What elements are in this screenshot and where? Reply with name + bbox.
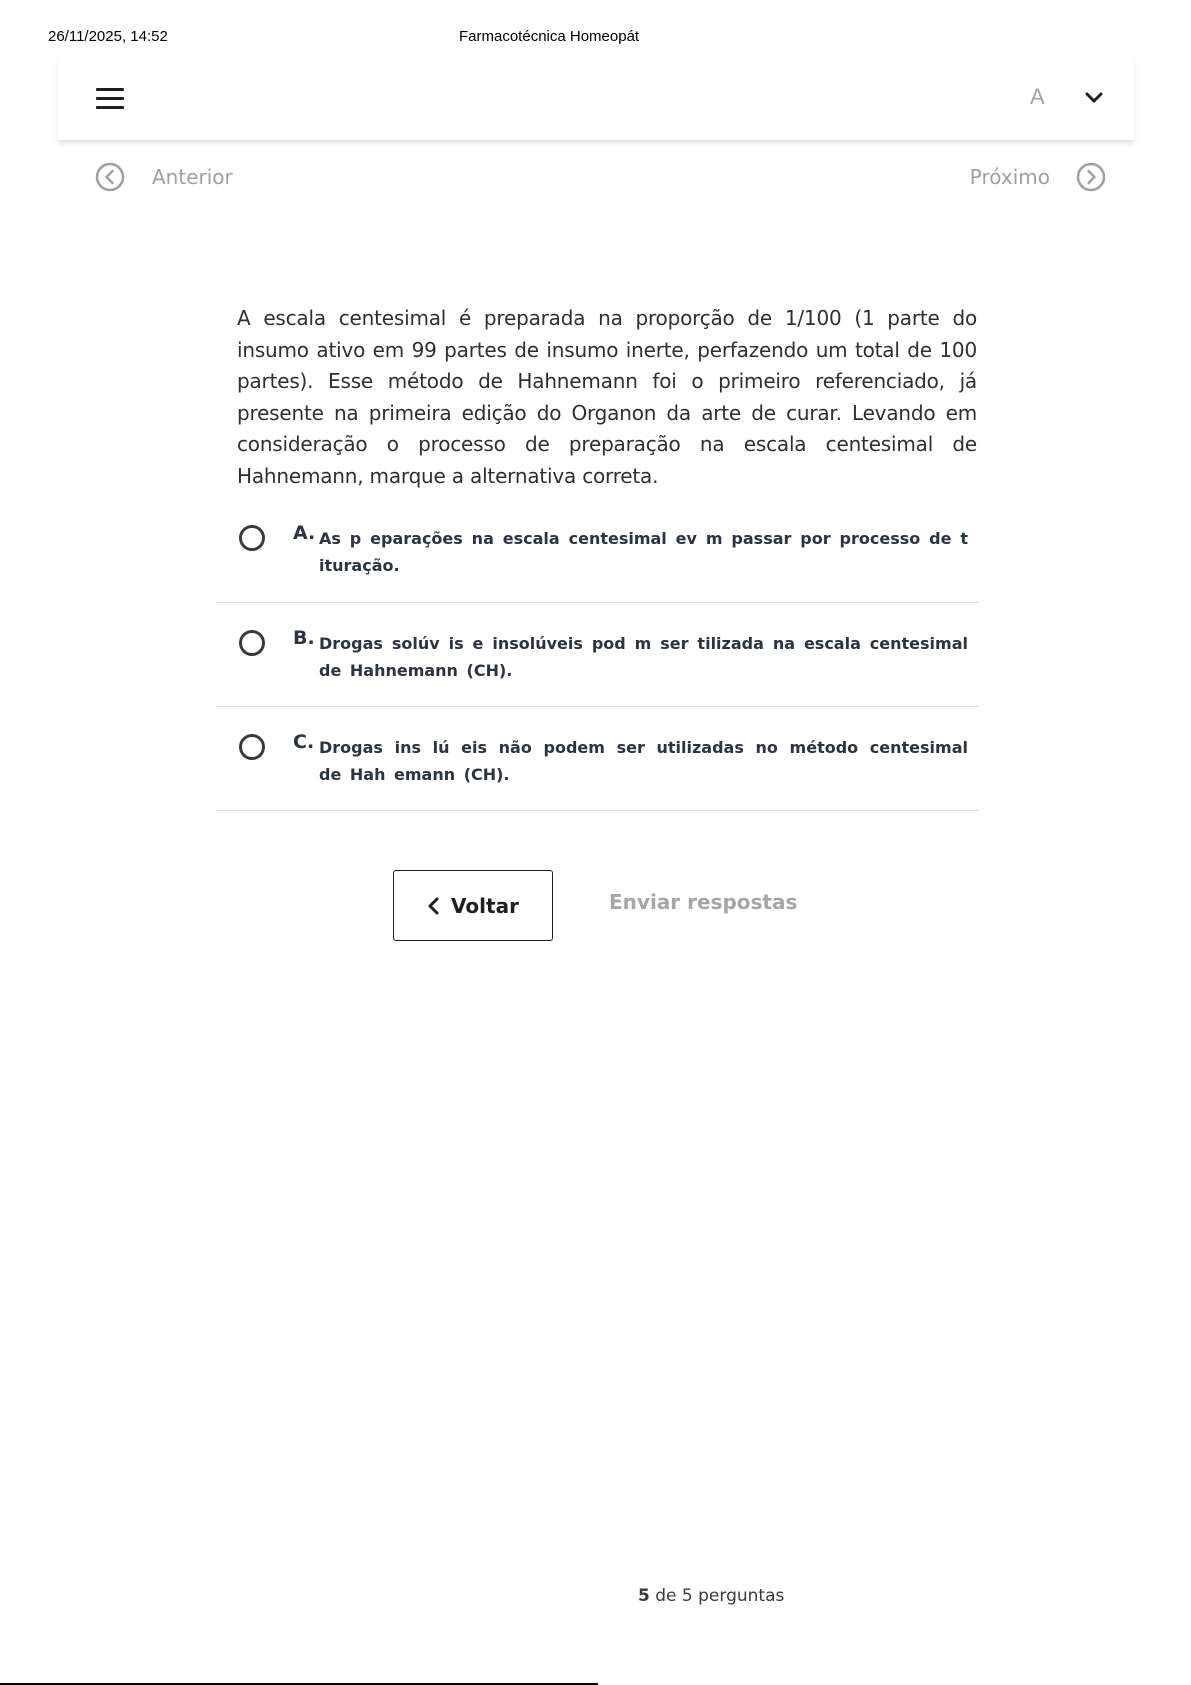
question-progress (638, 1586, 784, 1606)
progress-current: 5 (638, 1586, 650, 1606)
progress-total: de 5 perguntas (655, 1586, 785, 1606)
previous-label: Anterior (152, 165, 233, 189)
previous-question-button[interactable] (95, 160, 233, 194)
option-c[interactable] (216, 707, 978, 811)
font-size-button[interactable]: A (1030, 84, 1045, 109)
answer-options (216, 498, 978, 811)
radio-button[interactable] (239, 630, 265, 656)
submit-answers-button[interactable]: Enviar respostas (609, 890, 798, 914)
option-letter: A. (293, 522, 316, 544)
option-a[interactable] (216, 498, 978, 603)
option-letter: C. (293, 731, 315, 753)
next-label: Próximo (969, 165, 1050, 189)
back-button-label: Voltar (451, 893, 519, 918)
print-datetime: 26/11/2025, 14:52 (48, 28, 168, 45)
option-text: Drogas ins lú eis não podem ser utilizadas no método centesimal de Hah emann (CH). (319, 738, 968, 784)
app-topbar (58, 58, 1134, 141)
option-letter: B. (293, 627, 315, 649)
print-header (48, 28, 1143, 50)
radio-button[interactable] (239, 525, 265, 551)
option-b[interactable] (216, 603, 978, 707)
print-document-title: Farmacotécnica Homeopát (459, 28, 640, 45)
chevron-right-circle-icon (1076, 162, 1106, 192)
hamburger-menu-icon[interactable] (96, 88, 124, 110)
radio-button[interactable] (239, 734, 265, 760)
back-button[interactable] (393, 870, 553, 941)
chevron-left-icon (427, 897, 441, 915)
chevron-down-icon[interactable] (1083, 86, 1105, 108)
option-text: Drogas solúv is e insolúveis pod m ser tilizada na escala centesimal de Hahnemann (CH). (319, 634, 968, 680)
question-text: A escala centesimal é preparada na proporção de 1/100 (1 parte do insumo ativo em 99 partes de insumo inerte, perfazendo um total de 100 partes). Esse método de Hahnemann foi o primeiro referenciado, já presente na primeira edição do Organon da arte de curar. Levando em consideração o processo de preparação na escala centesimal de Hahnemann, marque a alternativa correta. (237, 306, 977, 488)
option-text: As p eparações na escala centesimal ev m passar por processo de t ituração. (319, 529, 968, 575)
chevron-left-circle-icon (95, 162, 125, 192)
next-question-button[interactable] (970, 160, 1106, 194)
